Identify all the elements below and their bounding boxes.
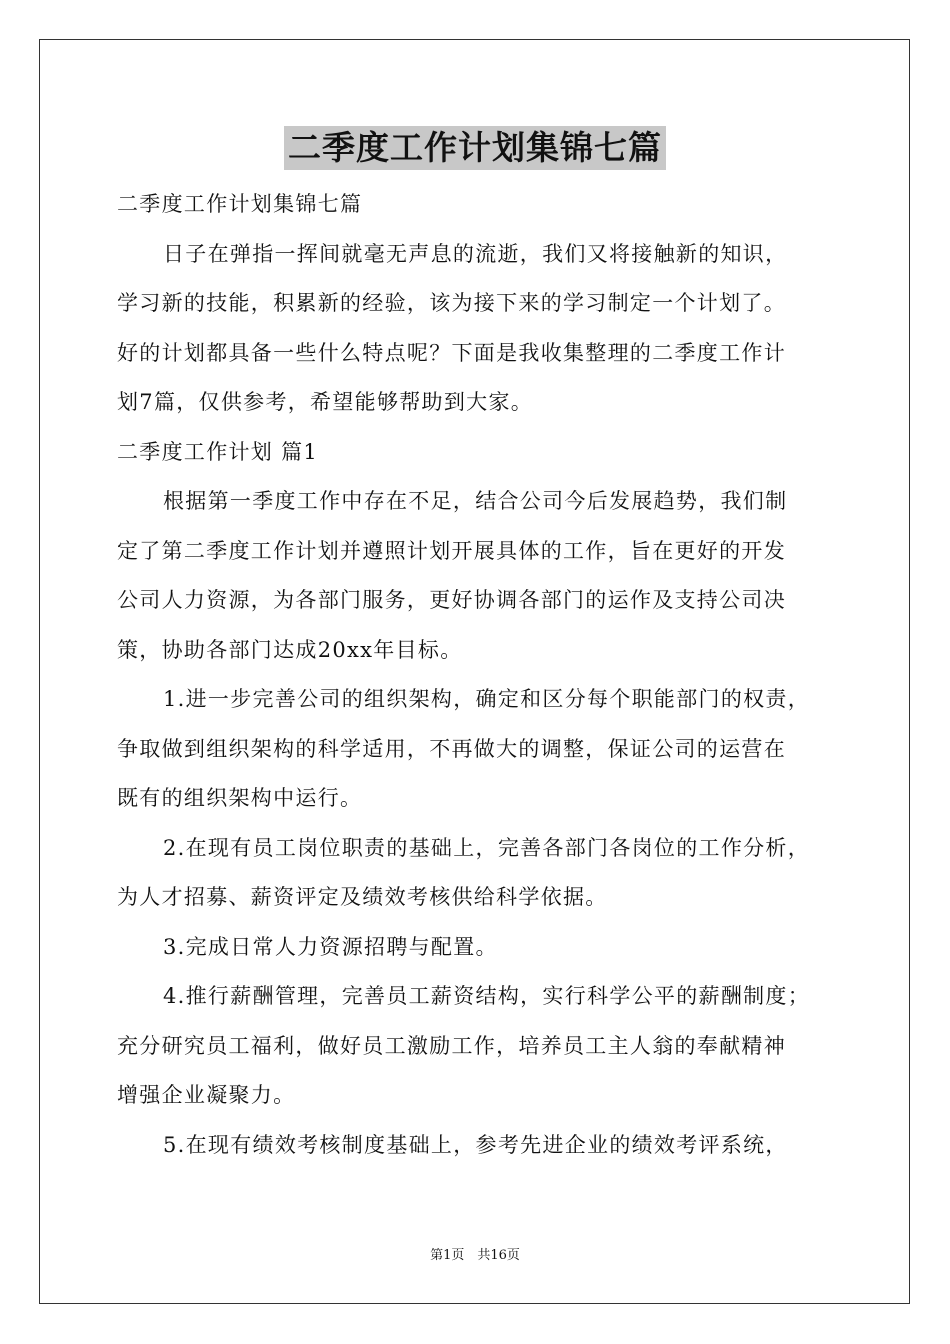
- text-line: [117, 428, 837, 478]
- text-line: [117, 1071, 837, 1121]
- line-text: 好的计划都具备一些什么特点呢？下面是我收集整理的二季度工作计: [117, 340, 786, 365]
- text-line: [117, 329, 837, 379]
- line-text: 定了第二季度工作计划并遵照计划开展具体的工作，旨在更好的开发: [117, 538, 786, 563]
- text-line: [117, 774, 837, 824]
- text-line: [117, 972, 837, 1022]
- line-text: 3.完成日常人力资源招聘与配置。: [163, 934, 498, 959]
- text-line: [117, 576, 837, 626]
- line-text: 日子在弹指一挥间就毫无声息的流逝，我们又将接触新的知识，: [163, 241, 788, 266]
- text-line: [117, 230, 837, 280]
- line-text: 策，协助各部门达成20xx年目标。: [117, 637, 463, 662]
- line-text: 5.在现有绩效考核制度基础上，参考先进企业的绩效考评系统，: [163, 1132, 788, 1157]
- line-text: 划7篇，仅供参考，希望能够帮助到大家。: [117, 390, 534, 414]
- line-text: 二季度工作计划 篇1: [117, 439, 319, 464]
- line-text: 充分研究员工福利，做好员工激励工作，培养员工主人翁的奉献精神: [117, 1033, 786, 1058]
- text-line: [117, 527, 837, 577]
- text-line: [117, 923, 837, 973]
- text-line: [117, 180, 837, 230]
- line-text: 增强企业凝聚力。: [117, 1083, 296, 1107]
- title-container: [0, 126, 950, 170]
- line-text: 为人才招募、薪资评定及绩效考核供给科学依据。: [117, 885, 608, 909]
- text-line: [117, 626, 837, 676]
- text-line: [117, 824, 837, 874]
- document-title: 二季度工作计划集锦七篇: [284, 126, 666, 170]
- text-line: [117, 477, 837, 527]
- text-line: [117, 675, 837, 725]
- line-text: 学习新的技能，积累新的经验，该为接下来的学习制定一个计划了。: [117, 291, 786, 315]
- line-text: 1.进一步完善公司的组织架构，确定和区分每个职能部门的权责，: [163, 687, 811, 711]
- line-text: 公司人力资源，为各部门服务，更好协调各部门的运作及支持公司决: [117, 588, 786, 612]
- text-line: [117, 378, 837, 428]
- line-text: 争取做到组织架构的科学适用，不再做大的调整，保证公司的运营在: [117, 736, 786, 761]
- line-text: 二季度工作计划集锦七篇: [117, 192, 363, 216]
- text-line: [117, 873, 837, 923]
- text-line: [117, 725, 837, 775]
- text-line: [117, 1121, 837, 1171]
- text-line: [117, 279, 837, 329]
- line-text: 2.在现有员工岗位职责的基础上，完善各部门各岗位的工作分析，: [163, 835, 811, 860]
- line-text: 既有的组织架构中运行。: [117, 786, 363, 810]
- text-line: [117, 1022, 837, 1072]
- line-text: 4.推行薪酬管理，完善员工薪资结构，实行科学公平的薪酬制度；: [163, 984, 811, 1008]
- line-text: 根据第一季度工作中存在不足，结合公司今后发展趋势，我们制: [163, 489, 788, 513]
- document-body: [117, 180, 837, 1170]
- page-footer: 第1页 共16页: [430, 1248, 520, 1263]
